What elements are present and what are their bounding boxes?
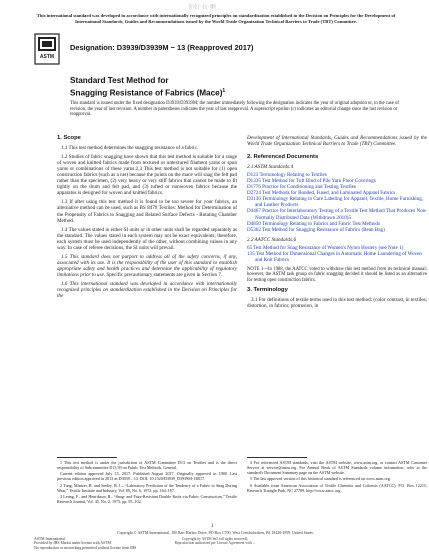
footer-line-2: Provided by IHS Markit under license with ASTM [34,541,111,546]
top-notice: This international standard was developed in accordance with internationally recognized principles on standardization established in the Decision on Principles for the Development of International Standards, Guides and Recommendations issued by the World Trade Organization Technical Barriers to Trade (TBT) Committee. [36,13,396,24]
footer-line-1: ASTM International [34,537,65,541]
reference-item[interactable] [247,251,427,263]
para-3-1: 3.1 For definitions of textile terms used in this test method: (color contrast, in textiles; distortion, in fabrics; protrusion, in [247,297,427,310]
standard-note: This standard is issued under the fixed designation D3939/D3939M; the number immediately following the designation indicates the year of original adoption or, in the case of revision, the year of last revision. A number in parentheses indicates the year of last reapproval. A superscript epsilon (ε) indicates an editorial change since the last revision or reapproval. [70,101,399,118]
document-title [70,76,390,99]
footnote: 4 For referenced ASTM standards, visit the ASTM website, www.astm.org, or contact ASTM Customer Service at service@astm.org. For Annual Book of ASTM Standards volume information, refer to the standard's Document Summary page on the ASTM website. [247,460,427,475]
astm-reference-list [247,172,427,232]
reference-title[interactable]: Terminology Relating to Textiles [259,172,327,179]
astm-standards-heading: 2.1 ASTM Standards:4 [247,164,294,171]
footnote: 2 Tung, Mintzer, R. and Seeley, R. L., “Laboratory Prediction of the Tendency of a Fabric to Snag During Wear,” Textile Institute and Industry, Vol. 09, No. 6, 1972, pp. 164–167. [57,482,237,493]
reference-title[interactable]: Test Method for Tuft Bind of Pile Yarn Floor Coverings [262,178,376,185]
reference-title[interactable]: Test Method for Dimensional Changes in Automatic Home Laundering of Woven and Knit Fabrics [255,250,422,263]
reference-title[interactable]: Terminology Relating to Fabrics and Fabric Test Methods [262,220,380,227]
reference-code[interactable]: D2724 [247,190,261,197]
reference-title[interactable]: Terminology Relating to Care Labeling for Apparel, Textile, Home Furnishing, and Leather Products [255,196,424,209]
copyright-line: Copyright © ASTM International, 100 Barr Harbor Drive, PO Box C700, West Conshohocken, PA 19428-2959. United States [117,531,313,535]
reference-title[interactable]: Test Method for Snag Resistance of Women's Nylon Hosiery (see Note 1) [253,244,404,251]
footnote: 1 This test method is under the jurisdiction of ASTM Committee D13 on Textiles and is the direct responsibility of Subcommittee D13.59 on Fabric Test Methods, General. [57,460,237,470]
reference-code[interactable]: D4850 [247,220,261,227]
reference-title[interactable]: Test Methods for Bonded, Fused, and Laminated Apparel Fabrics [262,190,396,197]
reference-code[interactable]: D5362 [247,226,261,233]
para-1-3: 1.3 If after using this test method it is found to be too severe for your fabrics, an alternative method can be used, such as BS 8479 Textiles: Method for Determination of the Propensity of Fabrics to Snagging and Related Surface Defects - Rotating Chamber Method. [57,199,237,224]
reference-code[interactable]: 135 [247,250,255,257]
reference-code[interactable]: D3136 [247,196,261,203]
title-line-2-text: Snagging Resistance of Fabrics (Mace) [70,88,223,98]
reference-title[interactable]: Test Method for Snagging Resistance of Fabrics (Bean Bag) [262,226,385,233]
para-1-1: 1.1 This test method determines the snagging resistance of a fabric. [61,145,199,152]
footnote-rule-left [57,457,117,458]
reference-code[interactable]: D1335 [247,178,261,185]
footnote-rule-right [247,457,307,458]
reference-code[interactable]: D4467 [247,208,261,215]
aatcc-standards-heading: 2.2 AATCC Standards:6 [247,236,297,243]
reference-title[interactable]: Practice for Interlaboratory Testing of a Textile Test Method That Produces Non-Normally Distributed Data (Withdrawn 2010)5 [255,208,427,221]
left-column [57,135,237,302]
reference-item[interactable] [247,208,427,220]
referenced-documents-heading: 2. Referenced Documents [247,154,319,161]
footnote: 5 The last approved version of this historical standard is referenced on www.astm.org. [250,476,391,482]
svg-text:ASTM: ASTM [39,54,55,60]
watermark: 你好·拉·啊 [188,4,216,11]
footnote: 6 Available from American Association of Textile Chemists and Colorists (AATCC), P.O. Box 12215, Research Triangle Park, NC 27709, http://www.aatcc.org. [247,482,427,493]
right-column [247,135,427,312]
footnotes-left [57,461,237,506]
reference-item[interactable] [247,227,427,233]
reference-title[interactable]: Practice for Conditioning and Testing Textiles [262,184,356,191]
footnote: 3 Leung, F., and Henrikson, R., “Snag- and Fuzz-Resistant Double Knits via Fabric Construction,” Textile Research Journal, Vol. 45, No. 2, 1975, pp. 95–102. [57,493,237,504]
reference-code[interactable]: D1776 [247,184,261,191]
para-1-6: 1.6 This international standard was developed in accordance with internationally recognized principles on standardization established in the Decision on Principles for the [57,280,237,300]
astm-logo-icon [34,33,60,65]
reference-item[interactable] [247,196,427,208]
license-line-2: Reproduction authorized per License Agreement with ... [174,541,256,546]
scope-heading: 1. Scope [57,135,81,141]
footer-provider [34,537,136,550]
title-footnote-mark: 1 [222,88,226,94]
reference-code[interactable]: 65 [247,244,253,251]
title-line-2 [70,86,390,99]
para-1-4: 1.4 The values stated in either SI units or in other units shall be regarded separately as the standard. The values stated in each system may not be exact equivalents; therefore, each system must be used independently of the other, without combining values in any way. In case of referee decisions, the SI units will prevail. [57,226,237,251]
reference-code[interactable]: D123 [247,172,259,179]
aatcc-reference-list [247,245,427,263]
para-1-5-rest: Specific precautionary statements are given in Section 7. [106,271,223,278]
para-cont: Development of International Standards, Guides and Recommendations issued by the World Trade Organization Technical Barriers to Trade (TBT) Committee. [247,135,427,148]
license-line-1: Copyright by ASTM Int'l (all rights reserved); [181,537,249,541]
page-number: 1 [211,524,214,529]
para-1-2: 1.2 Studies of fabric snagging have shown that this test method is suitable for a range of woven and knitted fabrics made from textured or untextured filament yarns or spun yarns or combinations of these yarns.2,3 This test method is not suitable for (1) open construction fabrics (such as a net) because the points on the mace will snag the felt pad rather than the specimen, (2) very heavy or very stiff fabrics that cannot be made to fit tightly on the drum and felt pad, and (3) tufted or nonwoven fabrics because the apparatus is designed for woven and knitted fabrics. [57,154,237,197]
title-line-1: Standard Test Method for [70,76,169,85]
terminology-heading: 3. Terminology [247,287,288,294]
license-notice [140,537,290,546]
para-1-5 [57,254,237,278]
note-1: NOTE 1—In 1988, the AATCC voted to withdraw this test method from its technical manual; however, the ASTM task group on fabric snagging decided it should be listed as an alternative for testing open construction fabrics. [247,266,427,283]
designation: Designation: D3939/D3939M − 13 (Reapproved 2017) [70,43,254,52]
para-1-5-italic: 1.5 This standard does not purport to address all of the safety concerns, if any, associated with its use. It is the responsibility of the user of this standard to establish appropriate safety and health practices and determine the applicability of regulatory limitations prior to use. [57,253,237,278]
footnote: Current edition approved July 15, 2017. Published August 2017. Originally approved in 1980. Last previous edition approved in 2013 as D3939 – 13. DOI: 10.1520/D3939_D3939M-13R17. [57,471,237,482]
footnotes-right [247,461,427,495]
footer-line-3: No reproduction or networking permitted without license from IHS [34,545,137,550]
